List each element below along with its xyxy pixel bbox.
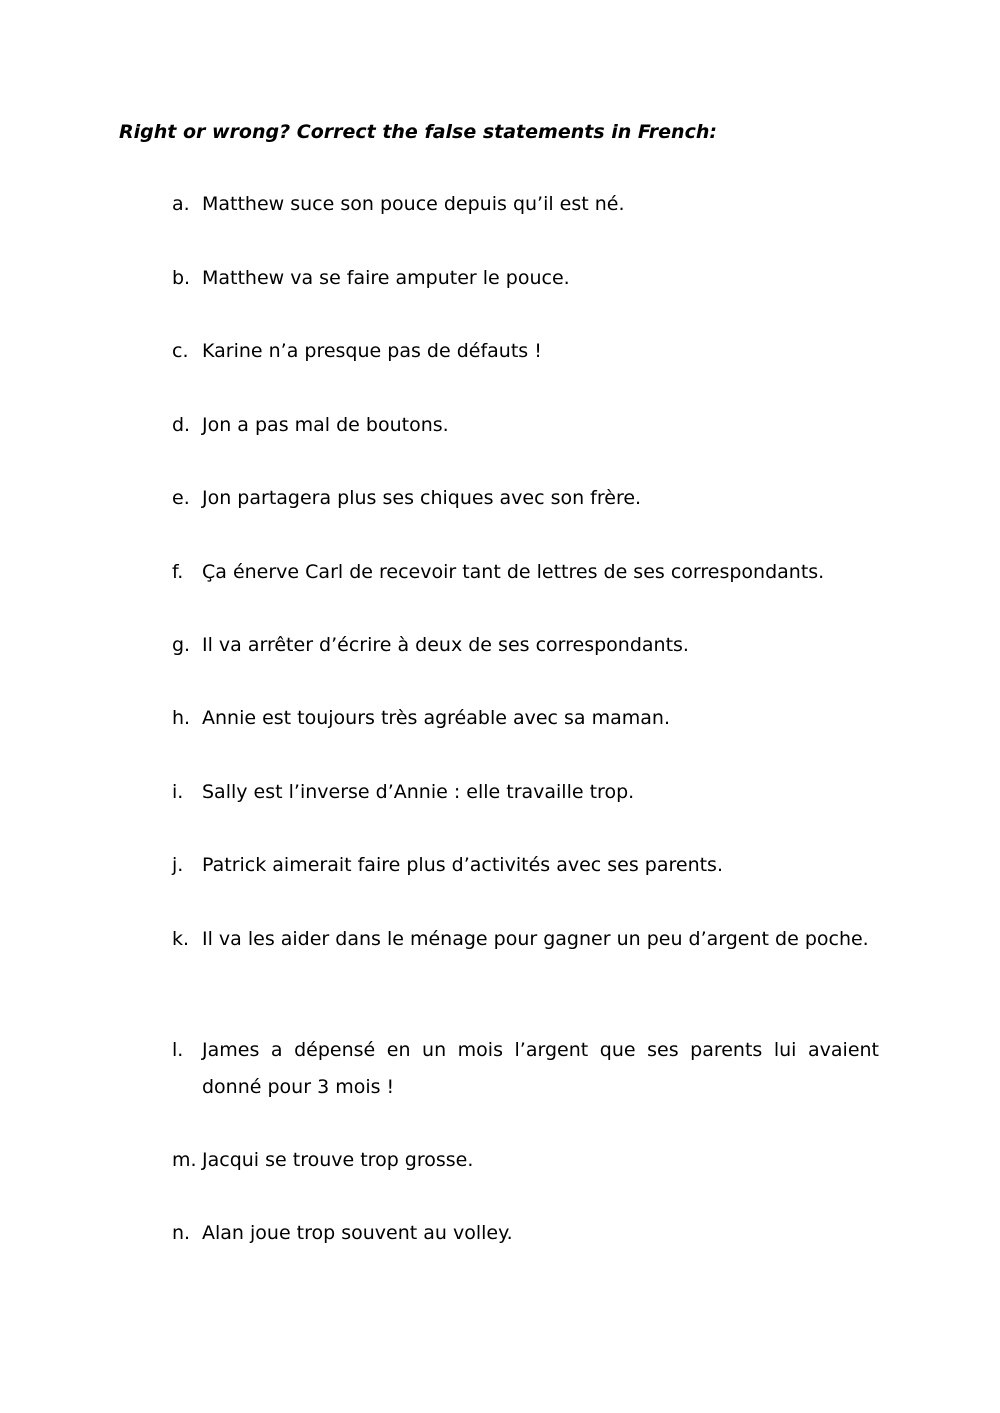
statement-n xyxy=(172,1215,879,1252)
statement-marker: k. xyxy=(172,928,190,950)
statement-text: Annie est toujours très agréable avec sa maman. xyxy=(202,707,670,729)
statement-g xyxy=(172,627,879,664)
statement-f xyxy=(172,554,879,591)
statement-text: Ça énerve Carl de recevoir tant de lettres de ses correspondants. xyxy=(202,561,825,583)
statement-marker: m. xyxy=(172,1149,197,1171)
statement-text: Il va arrêter d’écrire à deux de ses correspondants. xyxy=(202,634,689,656)
statement-text: Il va les aider dans le ménage pour gagner un peu d’argent de poche. xyxy=(202,928,869,950)
statement-text: Patrick aimerait faire plus d’activités avec ses parents. xyxy=(202,854,723,876)
statement-marker: n. xyxy=(172,1222,191,1244)
statement-text: Jon a pas mal de boutons. xyxy=(202,414,449,436)
statement-a xyxy=(172,186,879,223)
statement-marker: g. xyxy=(172,634,191,656)
statement-d xyxy=(172,407,879,444)
statement-marker: a. xyxy=(172,193,190,215)
statement-marker: c. xyxy=(172,340,189,362)
statement-e xyxy=(172,480,879,517)
worksheet-title: Right or wrong? Correct the false statements in French: xyxy=(119,121,717,143)
statement-text: Jon partagera plus ses chiques avec son frère. xyxy=(202,487,642,509)
statement-text: James a dépensé en un mois l’argent que ses parents lui avaient donné pour 3 mois ! xyxy=(202,1039,879,1098)
statement-i xyxy=(172,774,879,811)
statement-c xyxy=(172,333,879,370)
statement-text: Jacqui se trouve trop grosse. xyxy=(202,1149,474,1171)
statement-marker: d. xyxy=(172,414,191,436)
statement-j xyxy=(172,847,879,884)
statement-marker: h. xyxy=(172,707,191,729)
statement-marker: e. xyxy=(172,487,190,509)
statement-marker: b. xyxy=(172,267,191,289)
statement-text: Matthew suce son pouce depuis qu’il est né. xyxy=(202,193,625,215)
statement-marker: f. xyxy=(172,561,184,583)
statement-text: Alan joue trop souvent au volley. xyxy=(202,1222,513,1244)
statement-marker: i. xyxy=(172,781,184,803)
statement-marker: l. xyxy=(172,1039,184,1061)
statement-text: Sally est l’inverse d’Annie : elle travaille trop. xyxy=(202,781,635,803)
statement-l xyxy=(172,1032,879,1106)
statement-marker: j. xyxy=(172,854,184,876)
statement-b xyxy=(172,260,879,297)
statement-h xyxy=(172,700,879,737)
statement-m xyxy=(172,1142,879,1179)
statement-text: Karine n’a presque pas de défauts ! xyxy=(202,340,542,362)
statement-text: Matthew va se faire amputer le pouce. xyxy=(202,267,570,289)
statement-k xyxy=(172,921,879,958)
